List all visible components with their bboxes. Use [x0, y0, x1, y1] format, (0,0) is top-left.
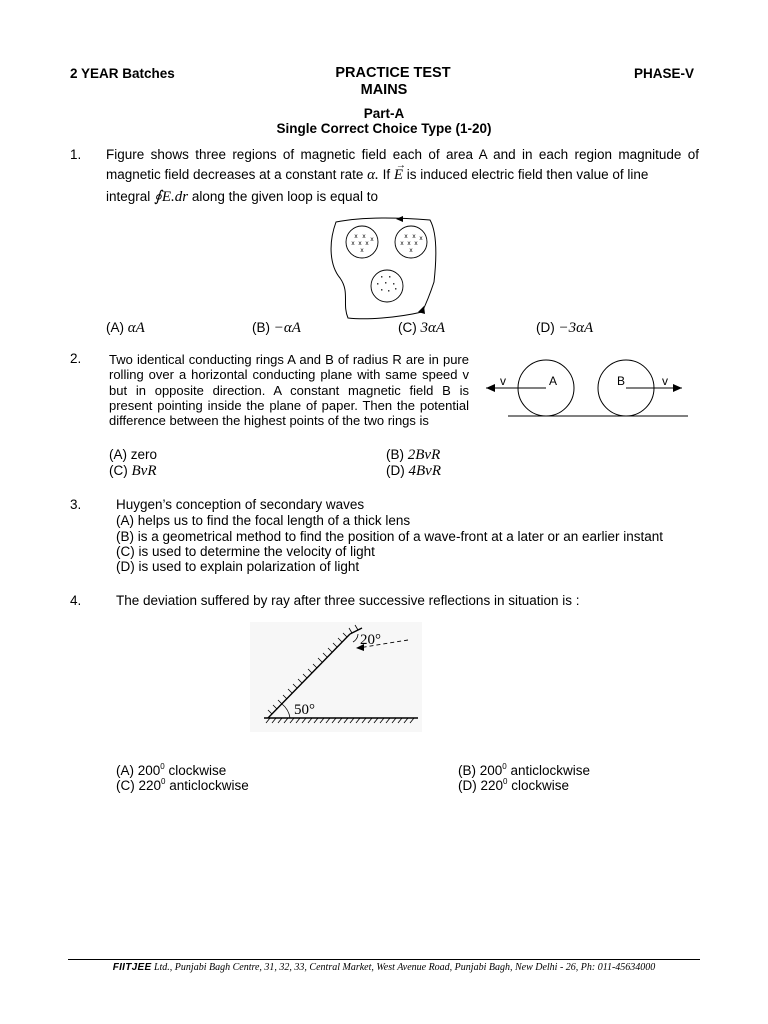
dot-mark: · [380, 272, 384, 282]
question-4-option-b[interactable]: (B) $200^0$ anticlockwise [458, 762, 591, 778]
batch-label: 2 YEAR Batches [70, 66, 175, 81]
angle-bottom-label: 50° [294, 702, 315, 718]
question-2-text: Two identical conducting rings A and B of radius R are in pure rolling over a horizontal conducting plane with same speed v but in opposite direction. A constant magnetic field B is present pointing inside the plane of paper. Then the potential difference between the highest points of the two rings is [109, 352, 469, 429]
ring-b-label: B [617, 374, 626, 388]
question-2-option-b[interactable]: (B) 2BvR [386, 447, 441, 463]
line-integral-expression: ∮E.dr [154, 189, 189, 205]
question-3-text: Huygen’s conception of secondary waves [116, 497, 365, 512]
dot-mark: · [394, 284, 398, 294]
question-2-option-a[interactable]: (A) zero [109, 447, 158, 462]
question-1-line2-if: If [382, 167, 391, 182]
ring-a-label: A [549, 374, 558, 388]
cross-mark: x [412, 233, 416, 240]
mirror-reflection-figure [250, 622, 422, 732]
section-label: Single Correct Choice Type (1-20) [276, 121, 492, 136]
question-1-line1: Figure shows three regions of magnetic field each of area A and in each region magnitude of [106, 147, 699, 162]
question-1-line2 [106, 160, 649, 184]
cross-mark: x [351, 240, 355, 247]
question-2-option-c[interactable]: (C) BvR [109, 463, 157, 479]
question-1-option-b[interactable]: (B) −αA [252, 320, 301, 336]
cross-mark: x [419, 235, 423, 242]
page-subtitle: MAINS [360, 82, 408, 98]
question-1-option-d[interactable]: (D) −3αA [536, 320, 594, 336]
cross-mark: x [358, 240, 362, 247]
angle-top-label: 20° [360, 632, 381, 648]
footer-address: Ltd., Punjabi Bagh Centre, 31, 32, 33, Central Market, West Avenue Road, Punjabi Bagh, New Delhi - 26, Ph: 011-45634000 [151, 962, 656, 973]
cross-mark: x [360, 247, 364, 254]
question-1-line3 [106, 187, 378, 206]
rolling-rings-figure [482, 355, 692, 421]
cross-mark: x [400, 240, 404, 247]
dot-mark: · [376, 279, 380, 289]
question-4-option-c[interactable]: (C) $220^0$ anticlockwise [116, 777, 249, 793]
question-2-option-d[interactable]: (D) 4BvR [386, 463, 441, 479]
question-2-number: 2. [70, 351, 82, 366]
dot-mark: · [384, 278, 388, 288]
dot-mark: · [380, 285, 384, 295]
alpha-symbol: α. [367, 167, 379, 183]
cross-mark: x [365, 240, 369, 247]
cross-mark: x [407, 240, 411, 247]
page-title: PRACTICE TEST [335, 65, 451, 81]
question-1-line3-b: along the given loop is equal to [191, 189, 379, 204]
cross-mark: x [409, 247, 413, 254]
question-3-option-c[interactable]: (C) is used to determine the velocity of light [116, 544, 375, 559]
question-1-number: 1. [70, 147, 82, 162]
cross-mark: x [370, 236, 374, 243]
cross-mark: x [354, 233, 358, 240]
question-1-option-c[interactable]: (C) 3αA [398, 320, 446, 336]
part-label: Part-A [363, 106, 405, 121]
cross-mark: x [404, 233, 408, 240]
question-4-option-d[interactable]: (D) $220^0$ clockwise [458, 777, 570, 793]
cross-mark: x [362, 233, 366, 240]
ring-b-velocity-label: v [662, 374, 668, 388]
ring-a-velocity-label: v [500, 374, 506, 388]
footer [68, 962, 700, 973]
magnetic-loop-figure [326, 214, 444, 322]
phase-label: PHASE-V [634, 66, 695, 81]
question-1-line2-c: is induced electric field then value of line [406, 167, 649, 182]
question-3-option-a[interactable]: (A) helps us to find the focal length of a thick lens [116, 513, 411, 528]
question-1-option-a[interactable]: (A) αA [106, 320, 145, 336]
fiitjee-logo: FIITJEE [112, 962, 152, 973]
question-3-number: 3. [70, 497, 82, 512]
dot-mark: · [387, 286, 391, 296]
footer-divider [68, 959, 700, 960]
question-1-line3-a: integral [106, 189, 151, 204]
question-3-option-d[interactable]: (D) is used to explain polarization of light [116, 559, 360, 574]
question-3-option-b[interactable]: (B) is a geometrical method to find the position of a wave-front at a later or an earlier instant [116, 529, 664, 544]
question-1-line2-a: magnetic field decreases at a constant rate [106, 167, 364, 182]
question-4-option-a[interactable]: (A) $200^0$ clockwise [116, 762, 227, 778]
question-4-number: 4. [70, 593, 82, 608]
dot-mark: · [392, 279, 396, 289]
question-4-text: The deviation suffered by ray after three successive reflections in situation is : [116, 593, 580, 608]
cross-mark: x [414, 240, 418, 247]
e-vector-symbol: E → [393, 160, 406, 183]
dot-mark: · [388, 272, 392, 282]
